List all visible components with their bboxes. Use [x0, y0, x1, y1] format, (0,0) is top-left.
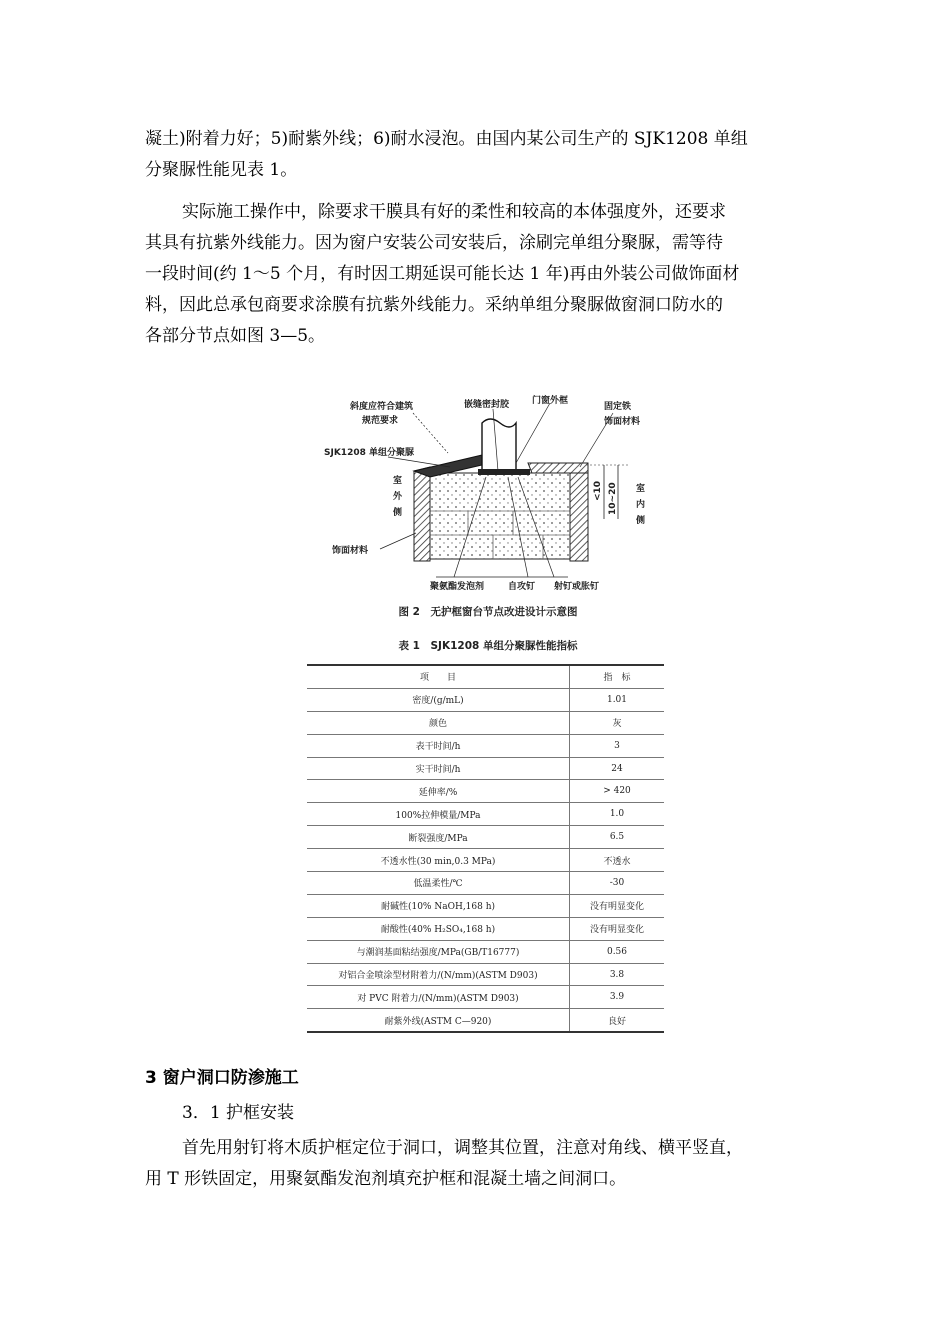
row-item: 耐紫外线(ASTM C—920)	[307, 1009, 570, 1032]
label-slope: 斜度应符合建筑	[350, 402, 414, 412]
label-slope-2: 规范要求	[362, 416, 399, 426]
row-item: 对 PVC 附着力/(N/mm)(ASTM D903)	[307, 986, 570, 1009]
row-value: 1.0	[570, 803, 665, 826]
label-dim-2: 10~20	[608, 482, 618, 515]
label-nail: 射钉或胀钉	[554, 582, 600, 592]
row-item: 低温柔性/℃	[307, 872, 570, 895]
row-value: 1.01	[570, 688, 665, 711]
table-row	[307, 849, 664, 872]
label-dim-1: <10	[593, 480, 603, 501]
header-item: 项 目	[307, 665, 570, 688]
row-value: -30	[570, 872, 665, 895]
table-row	[307, 803, 664, 826]
window-frame	[482, 419, 516, 473]
label-screw: 自攻钉	[508, 582, 536, 592]
row-value: 灰	[570, 711, 665, 734]
row-item: 100%拉伸模量/MPa	[307, 803, 570, 826]
table-row	[307, 688, 664, 711]
label-outer-3: 侧	[393, 508, 403, 518]
row-value: 3.8	[570, 963, 665, 986]
row-item: 不透水性(30 min,0.3 MPa)	[307, 849, 570, 872]
row-item: 表干时间/h	[307, 734, 570, 757]
row-value: 0.56	[570, 940, 665, 963]
label-outer-2: 外	[393, 492, 403, 502]
label-inner-1: 室	[636, 484, 646, 494]
row-item: 断裂强度/MPa	[307, 826, 570, 849]
row-item: 密度/(g/mL)	[307, 688, 570, 711]
row-value: 24	[570, 757, 665, 780]
table-row	[307, 1009, 664, 1032]
table-row	[307, 894, 664, 917]
row-item: 耐酸性(40% H₂SO₄,168 h)	[307, 917, 570, 940]
label-finish-left: 饰面材料	[332, 546, 369, 556]
row-value: 没有明显变化	[570, 894, 665, 917]
table-row	[307, 826, 664, 849]
text-line: 其具有抗紫外线能力。因为窗户安装公司安装后，涂刷完单组分聚脲，需等待	[145, 233, 723, 253]
label-sealant: 嵌缝密封胶	[464, 400, 510, 410]
label-sjk: SJK1208 单组分聚脲	[324, 448, 414, 458]
row-value: 良好	[570, 1009, 665, 1032]
row-item: 实干时间/h	[307, 757, 570, 780]
table-row	[307, 986, 664, 1009]
table-caption: 表 1 SJK1208 单组分聚脲性能指标	[398, 640, 578, 652]
window-sill-detail-figure	[318, 393, 658, 625]
text-line: 料，因此总承包商要求涂膜有抗紫外线能力。采纳单组分聚脲做窗洞口防水的	[145, 295, 723, 315]
finish-left	[414, 467, 430, 561]
properties-table	[307, 664, 664, 1033]
detail-drawing	[318, 393, 658, 625]
row-item: 对铝合金喷涂型材附着力/(N/mm)(ASTM D903)	[307, 963, 570, 986]
row-value: 6.5	[570, 826, 665, 849]
row-item: 颜色	[307, 711, 570, 734]
row-item: 与潮润基面粘结强度/MPa(GB/T16777)	[307, 940, 570, 963]
text-line: 分聚脲性能见表 1。	[145, 160, 298, 180]
table-header-row	[307, 665, 664, 688]
finish-right	[570, 473, 588, 561]
paragraph-3	[145, 1133, 815, 1195]
figure-caption: 图 2 无护框窗台节点改进设计示意图	[398, 606, 578, 618]
table-row	[307, 780, 664, 803]
header-value: 指 标	[570, 665, 665, 688]
concrete-wall	[430, 473, 570, 559]
table-row	[307, 917, 664, 940]
row-value: 没有明显变化	[570, 917, 665, 940]
text-line: 实际施工操作中，除要求干膜具有好的柔性和较高的本体强度外，还要求	[182, 202, 726, 222]
table-row	[307, 757, 664, 780]
paragraph-2	[145, 197, 815, 352]
label-finish-right: 饰面材料	[604, 417, 641, 427]
text-line: 各部分节点如图 3—5。	[145, 326, 326, 346]
subsection-heading: 3．1 护框安装	[182, 1103, 295, 1123]
table-row	[307, 940, 664, 963]
table-row	[307, 872, 664, 895]
paragraph-1	[145, 124, 815, 186]
label-inner-2: 内	[636, 500, 646, 510]
label-frame: 门窗外框	[532, 396, 569, 406]
row-value: 3	[570, 734, 665, 757]
table-row	[307, 963, 664, 986]
label-iron: 固定铁	[604, 402, 632, 412]
row-value: 不透水	[570, 849, 665, 872]
text-line: 用 T 形铁固定，用聚氨酯发泡剂填充护框和混凝土墙之间洞口。	[145, 1169, 627, 1189]
sealant-strip	[478, 469, 530, 475]
table-row	[307, 734, 664, 757]
row-item: 延伸率/%	[307, 780, 570, 803]
table-row	[307, 711, 664, 734]
row-value: > 420	[570, 780, 665, 803]
row-item: 耐碱性(10% NaOH,168 h)	[307, 894, 570, 917]
text-line: 首先用射钉将木质护框定位于洞口，调整其位置，注意对角线、横平竖直，	[182, 1138, 743, 1158]
section-heading: 3 窗户洞口防渗施工	[145, 1068, 299, 1088]
text-line: 一段时间(约 1～5 个月，有时因工期延误可能长达 1 年)再由外装公司做饰面材	[145, 264, 740, 284]
label-outer-1: 室	[393, 476, 403, 486]
label-foam: 聚氨酯发泡剂	[430, 582, 485, 592]
row-value: 3.9	[570, 986, 665, 1009]
label-inner-3: 侧	[636, 516, 646, 526]
text-line: 凝土)附着力好；5)耐紫外线；6)耐水浸泡。由国内某公司生产的 SJK1208 单组	[145, 129, 748, 149]
